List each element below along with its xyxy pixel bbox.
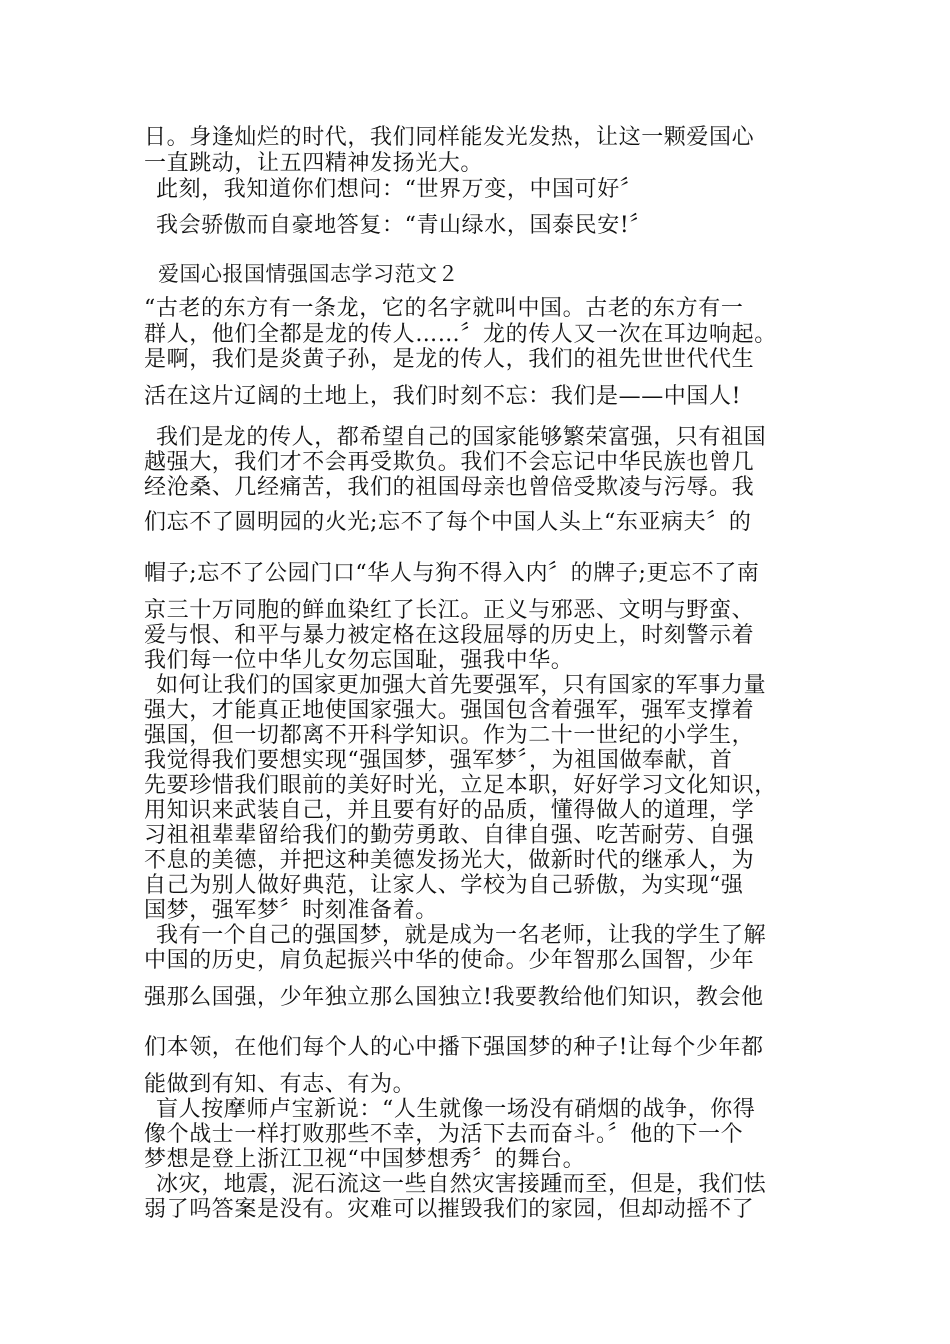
text-line: 爱与恨、和平与暴力被定格在这段屈辱的历史上，时刻警示着 bbox=[144, 623, 755, 648]
text-line: 强国，但一切都离不开科学知识。作为二十一世纪的小学生， bbox=[144, 723, 755, 748]
text-line: 活在这片辽阔的土地上，我们时刻不忘：我们是——中国人! bbox=[144, 384, 742, 409]
text-line: 我们是龙的传人，都希望自己的国家能够繁荣富强，只有祖国 bbox=[156, 425, 767, 450]
text-line: 不息的美德，并把这种美德发扬光大，做新时代的继承人，为 bbox=[144, 848, 755, 873]
text-line: 用知识来武装自己，并且要有好的品质，懂得做人的道理，学 bbox=[144, 798, 755, 823]
text-line: 此刻，我知道你们想问：“世界万变，中国可好〞 bbox=[156, 177, 643, 202]
text-line: 先要珍惜我们眼前的美好时光，立足本职，好好学习文化知识， bbox=[144, 773, 777, 798]
text-line: 我们每一位中华儿女勿忘国耻，强我中华。 bbox=[144, 648, 574, 673]
text-line: 强大，才能真正地使国家强大。强国包含着强军，强军支撑着 bbox=[144, 698, 755, 723]
text-line: 日。身逢灿烂的时代，我们同样能发光发热，让这一颗爱国心 bbox=[144, 125, 755, 150]
text-line: 我会骄傲而自豪地答复：“青山绿水，国泰民安!〞 bbox=[156, 213, 652, 238]
text-line: 我有一个自己的强国梦，就是成为一名老师，让我的学生了解 bbox=[156, 923, 767, 948]
text-line: 弱了吗答案是没有。灾难可以摧毁我们的家园，但却动摇不了 bbox=[144, 1197, 755, 1222]
text-line: 强那么国强，少年独立那么国独立!我要教给他们知识，教会他 bbox=[144, 985, 764, 1010]
text-line: 们本领，在他们每个人的心中播下强国梦的种子!让每个少年都 bbox=[144, 1035, 764, 1060]
text-line: “古老的东方有一条龙，它的名字就叫中国。古老的东方有一 bbox=[144, 296, 744, 321]
text-line: 越强大，我们才不会再受欺负。我们不会忘记中华民族也曾几 bbox=[144, 450, 755, 475]
text-line: 国梦，强军梦〞时刻准备着。 bbox=[144, 898, 438, 923]
text-line: 京三十万同胞的鲜血染红了长江。正义与邪恶、文明与野蛮、 bbox=[144, 598, 755, 623]
text-line: 帽子;忘不了公园门口“华人与狗不得入内〞的牌子;更忘不了南 bbox=[144, 561, 760, 586]
text-line: 们忘不了圆明园的火光;忘不了每个中国人头上“东亚病夫〞的 bbox=[144, 510, 752, 535]
text-line: 像个战士一样打败那些不幸，为活下去而奋斗。〞他的下一个 bbox=[144, 1122, 744, 1147]
text-line: 能做到有知、有志、有为。 bbox=[144, 1072, 416, 1097]
text-line: 自己为别人做好典范，让家人、学校为自己骄傲，为实现“强 bbox=[144, 873, 744, 898]
text-line: 一直跳动，让五四精神发扬光大。 bbox=[144, 151, 484, 176]
text-line: 习祖祖辈辈留给我们的勤劳勇敢、自律自强、吃苦耐劳、自强 bbox=[144, 823, 755, 848]
section-heading: 爱国心报国情强国志学习范文２ bbox=[158, 262, 459, 286]
text-line: 群人，他们全都是龙的传人……〞龙的传人又一次在耳边响起。 bbox=[144, 322, 777, 347]
text-line: 如何让我们的国家更加强大首先要强军，只有国家的军事力量 bbox=[156, 673, 767, 698]
text-line: 中国的历史，肩负起振兴中华的使命。少年智那么国智，少年 bbox=[144, 948, 755, 973]
text-line: 冰灾，地震，泥石流这一些自然灾害接踵而至，但是，我们怯 bbox=[156, 1172, 767, 1197]
text-line: 梦想是登上浙江卫视“中国梦想秀〞的舞台。 bbox=[144, 1147, 586, 1172]
text-line: 经沧桑、几经痛苦，我们的祖国母亲也曾倍受欺凌与污辱。我 bbox=[144, 475, 755, 500]
text-line: 是啊，我们是炎黄子孙，是龙的传人，我们的祖先世世代代生 bbox=[144, 347, 755, 372]
text-line: 盲人按摩师卢宝新说：“人生就像一场没有硝烟的战争，你得 bbox=[156, 1097, 756, 1122]
text-line: 我觉得我们要想实现“强国梦，强军梦〞，为祖国做奉献，首 bbox=[144, 748, 733, 773]
